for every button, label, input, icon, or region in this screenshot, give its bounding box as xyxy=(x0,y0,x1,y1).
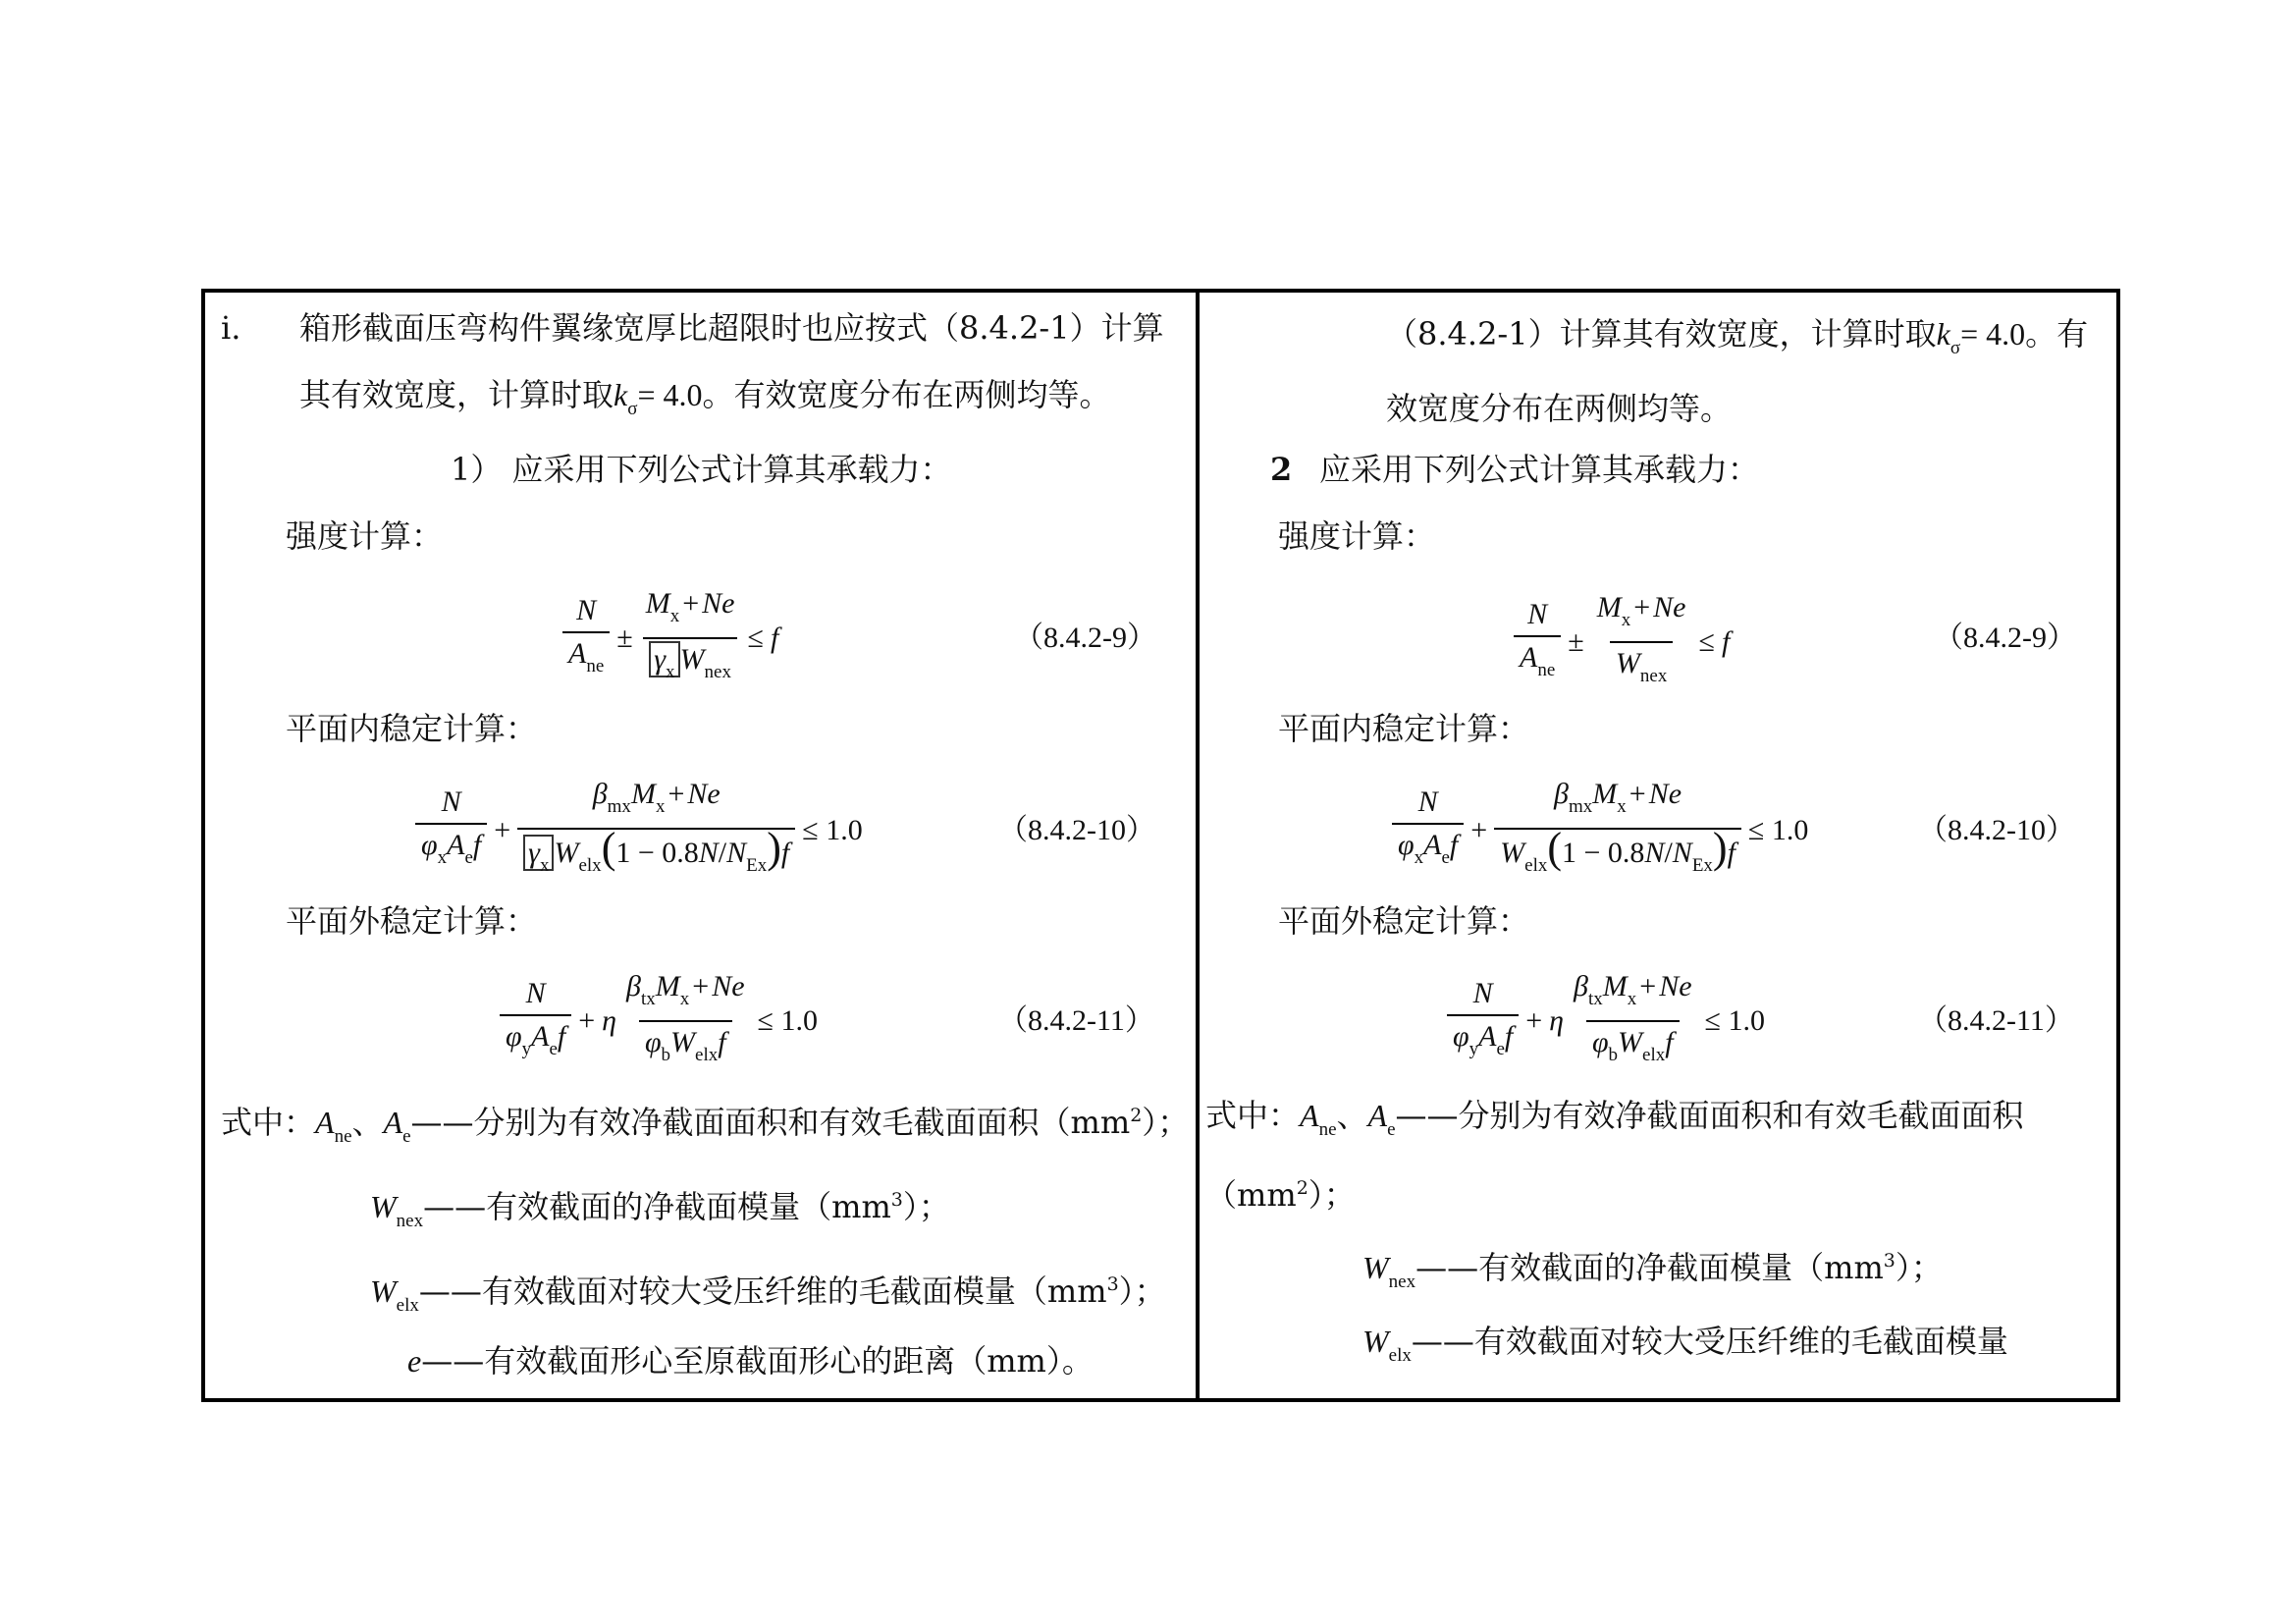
left-column xyxy=(205,293,1196,1398)
left-item-1: 1） 应采用下列公式计算其承载力： xyxy=(451,451,952,488)
left-line-1: 箱形截面压弯构件翼缘宽厚比超限时也应按式（8.4.2-1）计算 xyxy=(299,309,1164,347)
left-equation-9: $\frac{N}{A_{ne}}$ ± $\frac{M_x + Ne}{\gamma_x W_{nex}}$ ≤ f xyxy=(562,587,778,689)
right-where-line: 式中：$A_{ne}$、$A_e——$分别为有效净截面面积和有效毛截面面积 xyxy=(1205,1097,2024,1140)
right-equation-9: $\frac{N}{A_{ne}}$ ± $\frac{M_x + Ne}{W_{nex}}$ ≤ f xyxy=(1514,591,1730,693)
right-item-2: 应采用下列公式计算其承载力： xyxy=(1319,451,1760,488)
left-wnex-line: $W_{nex}——$有效截面的净截面模量$(mm^3)$； xyxy=(370,1188,950,1231)
right-eq11-number: （8.4.2-11） xyxy=(1918,1004,2074,1037)
right-equation-10: $\frac{N}{\varphi_xA_ef}$ + $\frac{\beta_{mx}M_x + Ne}{W_{elx}(1 - 0.8N/N_{Ex})f}$ ≤ 1.0 xyxy=(1392,778,1811,883)
right-line-2: 效宽度分布在两侧均等。 xyxy=(1386,390,1733,427)
right-mm2-line: $(mm^2)$； xyxy=(1205,1176,1356,1214)
right-inplane-heading: 平面内稳定计算： xyxy=(1278,710,1530,747)
right-outplane-heading: 平面外稳定计算： xyxy=(1278,902,1530,940)
right-eq10-number: （8.4.2-10） xyxy=(1918,814,2075,846)
left-eq11-number: （8.4.2-11） xyxy=(998,1004,1154,1037)
right-welx-line: $W_{elx}——$有效截面对较大受压纤维的毛截面模量 xyxy=(1362,1323,2008,1366)
left-where-line: 式中：$A_{ne}$、$A_e——$分别为有效净截面面积和有效毛截面面积$(mm^2)$； xyxy=(221,1104,1190,1147)
left-inplane-heading: 平面内稳定计算： xyxy=(286,710,538,747)
left-eq9-number: （8.4.2-9） xyxy=(1014,622,1156,654)
right-line-1: （8.4.2-1）计算其有效宽度，计算时取$k_\sigma= 4.0$。有 xyxy=(1386,315,2089,358)
right-equation-11: $\frac{N}{\varphi_yA_ef}$ + η $\frac{\beta_{tx}M_x + Ne}{\varphi_bW_{elx}f}$ ≤ 1.0 xyxy=(1447,970,1768,1072)
right-item-2-number: 2 xyxy=(1270,451,1293,488)
left-strength-heading: 强度计算： xyxy=(286,517,444,555)
left-outplane-heading: 平面外稳定计算： xyxy=(286,902,538,940)
right-strength-heading: 强度计算： xyxy=(1278,517,1436,555)
right-column xyxy=(1200,293,2120,1398)
right-eq9-number: （8.4.2-9） xyxy=(1934,622,2076,654)
left-eq10-number: （8.4.2-10） xyxy=(998,814,1155,846)
left-line-2: 其有效宽度，计算时取$k_\sigma= 4.0$。有效宽度分布在两侧均等。 xyxy=(299,376,1111,419)
left-welx-line: $W_{elx}——$有效截面对较大受压纤维的毛截面模量$(mm^3)$； xyxy=(370,1272,1166,1316)
left-equation-11: $\frac{N}{\varphi_yA_ef}$ + η $\frac{\beta_{tx}M_x + Ne}{\varphi_bW_{elx}f}$ ≤ 1.0 xyxy=(500,970,821,1072)
comparison-table xyxy=(201,289,2120,1402)
right-wnex-line: $W_{nex}——$有效截面的净截面模量$(mm^3)$； xyxy=(1362,1249,1943,1292)
left-equation-10: $\frac{N}{\varphi_xA_ef}$ + $\frac{\beta_{mx}M_x + Ne}{\gamma_x W_{elx}(1 - 0.8N/N_{Ex})f}$ ≤ 1.0 xyxy=(415,778,866,883)
left-e-line: e——有效截面形心至原截面形心的距离（mm）。 xyxy=(407,1342,1094,1380)
item-marker: i. xyxy=(221,309,241,347)
